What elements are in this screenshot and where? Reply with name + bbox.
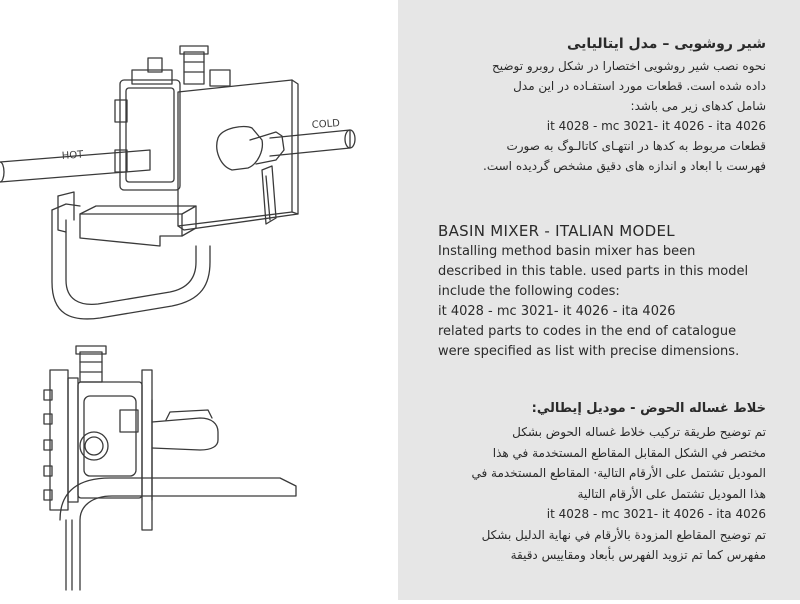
persian-line: نحوه نصب شیر روشویی اختصارا در شکل روبرو توضیح: [491, 59, 766, 73]
hot-label: HOT: [61, 149, 84, 162]
side-drawing: [44, 346, 296, 590]
arabic-line: مختصر في الشكل المقابل المقاطع المستخدمة في هذا: [492, 445, 766, 460]
cold-label: COLD: [311, 118, 341, 131]
persian-line: شامل کدهای زیر می باشد:: [630, 99, 766, 113]
persian-title: شیر روشویی – مدل ایتالیایی: [567, 36, 766, 52]
text-panel: [398, 0, 800, 600]
perspective-drawing: [0, 46, 355, 319]
persian-line: داده شده است. قطعات مورد استفـاده در این مدل: [513, 79, 766, 93]
english-title: BASIN MIXER - ITALIAN MODEL: [438, 222, 675, 240]
arabic-line: تم توضيح طريقة تركيب خلاط غساله الحوض بشكل: [512, 425, 766, 439]
english-codes: it 4028 - mc 3021- it 4026 - ita 4026: [438, 304, 676, 319]
arabic-codes: it 4028 - mc 3021- it 4026 - ita 4026: [546, 507, 766, 521]
illustration-panel: [0, 0, 398, 600]
arabic-title: خلاط غساله الحوض - موديل إيطالي:: [531, 401, 766, 416]
persian-body: [438, 56, 766, 176]
persian-line: فهرست با ابعاد و اندازه های دقیق مشخص گردیده است.: [483, 159, 766, 173]
english-line: include the following codes:: [438, 284, 620, 299]
arabic-line: الموديل تشتمل على الأرقام التالية· المقاطع المستخدمة في: [471, 466, 766, 480]
english-body: [438, 242, 766, 362]
basin-mixer-drawings: [0, 0, 398, 600]
arabic-body: [438, 422, 766, 566]
persian-codes: it 4028 - mc 3021- it 4026 - ita 4026: [546, 119, 766, 133]
arabic-line: هذا الموديل تشتمل على الأرقام التالية: [577, 486, 766, 501]
arabic-line: تم توضيح المقاطع المزودة بالأرقام في نهاية الدليل بشكل: [481, 527, 766, 542]
persian-line: قطعات مربوط به کدها در انتهـای کاتالـوگ به صورت: [506, 139, 766, 153]
english-line: were specified as list with precise dimensions.: [438, 344, 740, 359]
english-line: Installing method basin mixer has been: [438, 244, 696, 259]
english-line: described in this table. used parts in this model: [438, 264, 749, 279]
arabic-line: مفهرس كما تم تزويد الفهرس بأبعاد ومقاييس دقيقة: [510, 548, 766, 562]
english-line: related parts to codes in the end of catalogue: [438, 324, 737, 339]
